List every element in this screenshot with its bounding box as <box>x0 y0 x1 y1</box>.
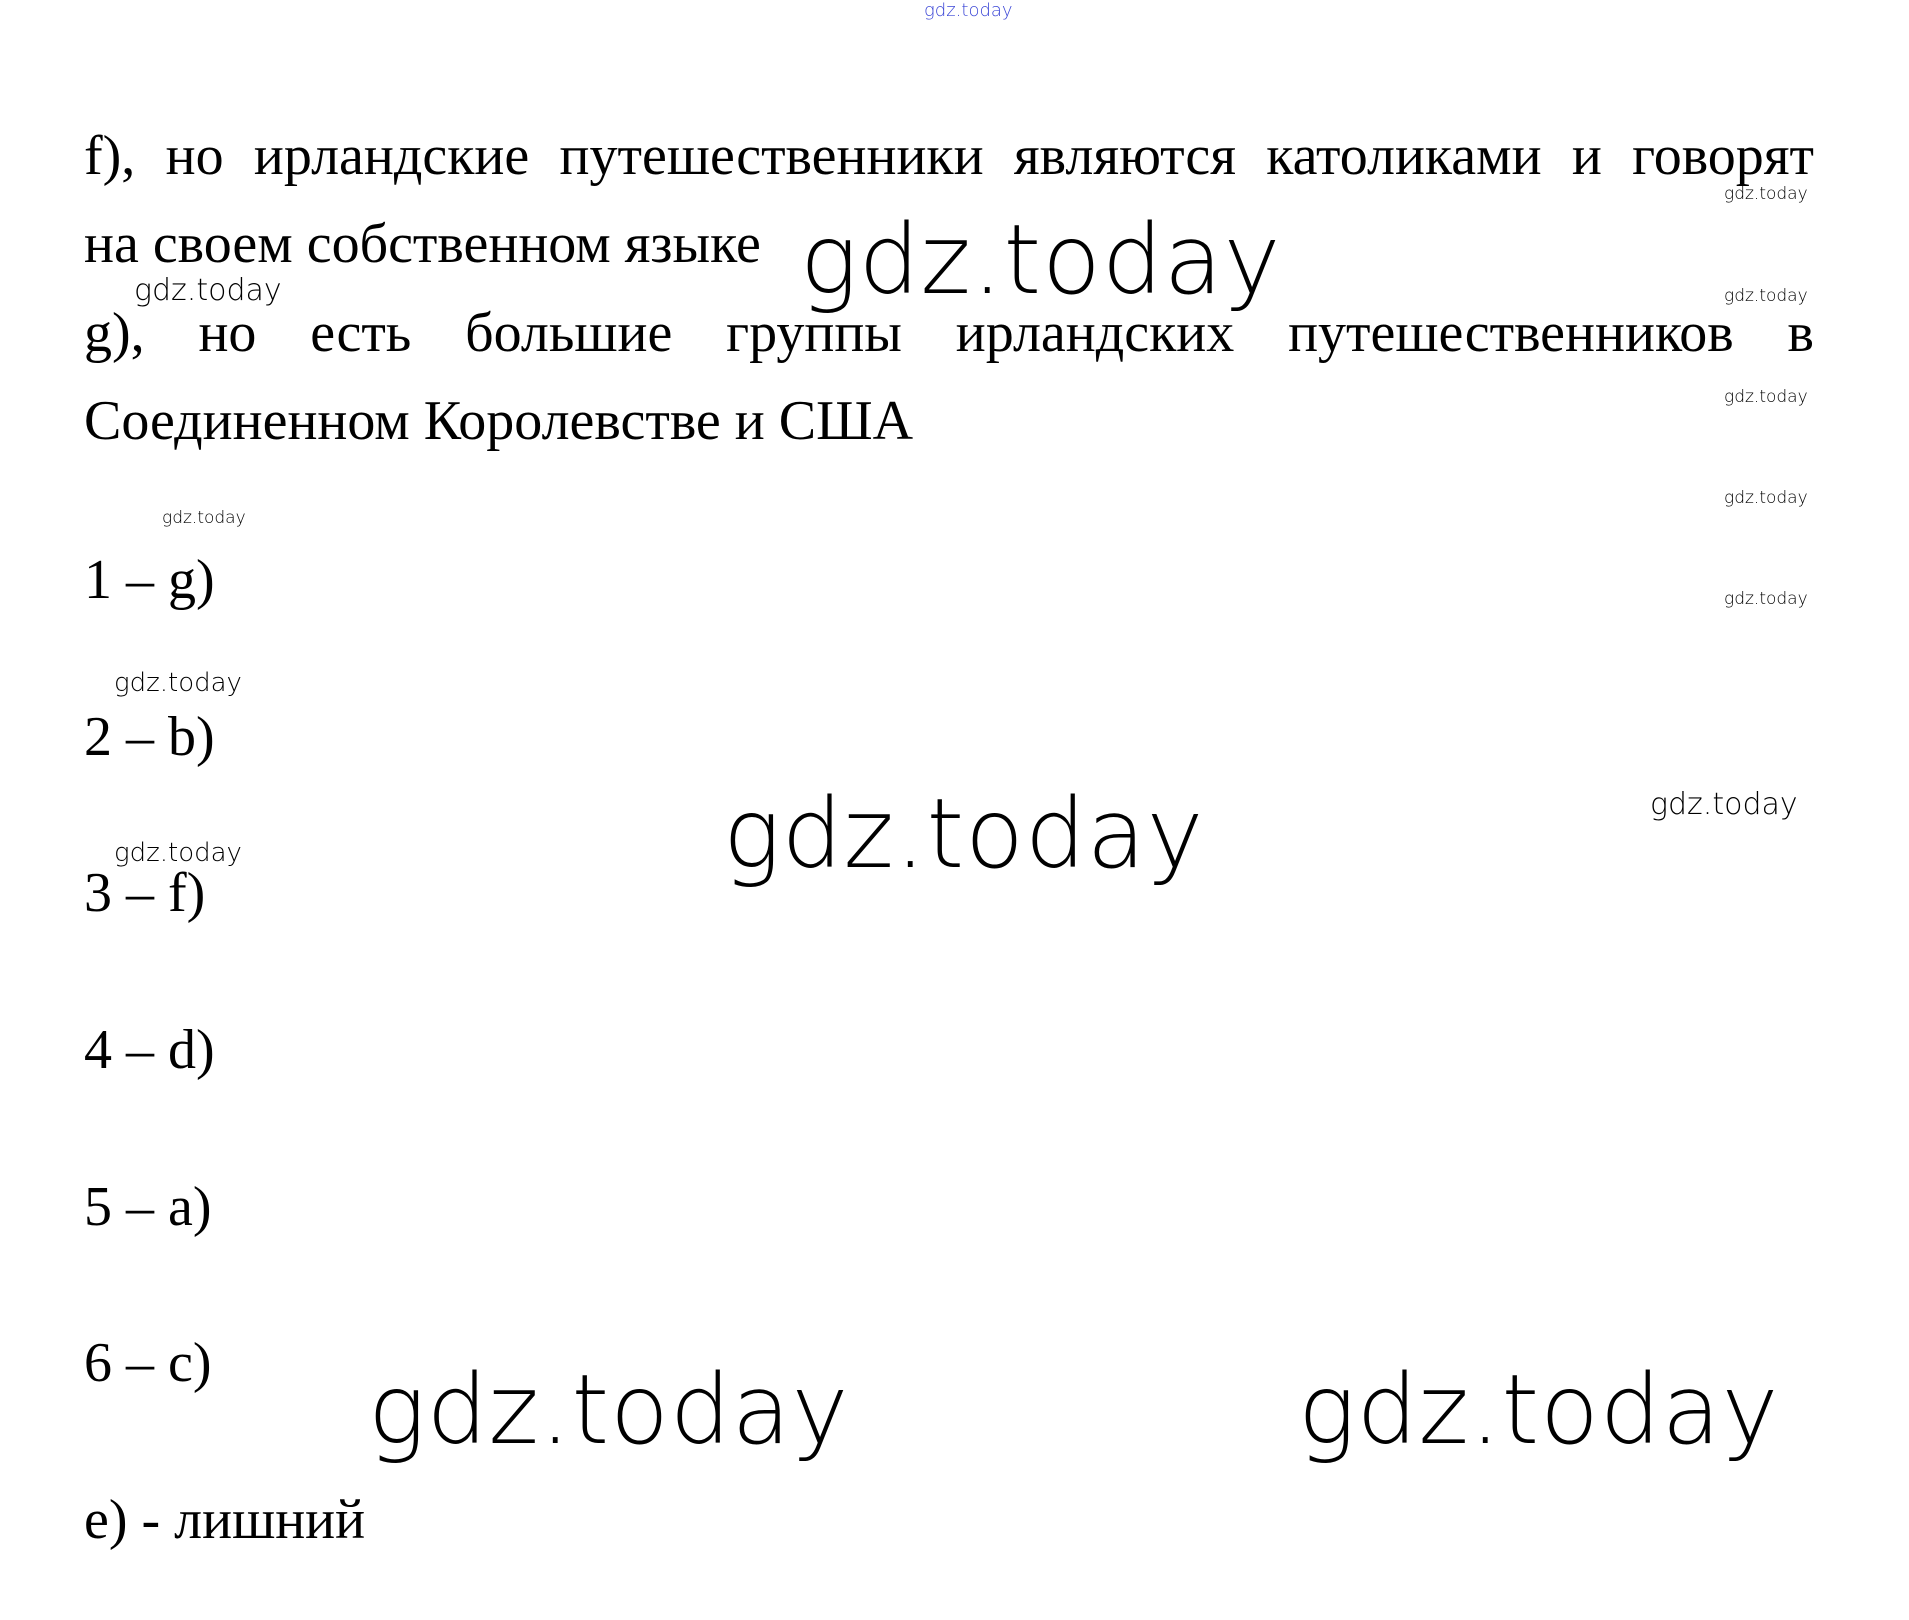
watermark: gdz.today <box>1650 787 1798 822</box>
answer-6: 6 – c) <box>84 1332 212 1394</box>
paragraph-f-line-2: на своем собственном языке <box>84 213 761 275</box>
paragraph-f-line-1: f), но ирландские путешественники являются католиками и говорят <box>84 125 1814 187</box>
watermark: gdz.today <box>723 778 1205 890</box>
watermark: gdz.today <box>1724 184 1808 204</box>
watermark: gdz.today <box>114 838 242 868</box>
answer-1: 1 – g) <box>84 549 215 611</box>
watermark: gdz.today <box>800 204 1282 316</box>
paragraph-g-line-2: Соединенном Королевстве и США <box>84 390 914 452</box>
watermark: gdz.today <box>1298 1354 1780 1466</box>
extra-answer: e) - лишний <box>84 1489 366 1551</box>
paragraph-g-line-1: g), но есть большие группы ирландских путешественников в <box>84 302 1814 364</box>
answer-2: 2 – b) <box>84 706 215 768</box>
watermark: gdz.today <box>1724 286 1808 306</box>
watermark: gdz.today <box>162 508 246 528</box>
watermark: gdz.today <box>924 0 1013 21</box>
answer-4: 4 – d) <box>84 1019 215 1081</box>
watermark: gdz.today <box>1724 488 1808 508</box>
watermark: gdz.today <box>1724 387 1808 407</box>
watermark: gdz.today <box>368 1354 850 1466</box>
watermark: gdz.today <box>1724 589 1808 609</box>
watermark: gdz.today <box>134 273 282 308</box>
answer-3: 3 – f) <box>84 862 206 924</box>
answer-5: 5 – a) <box>84 1176 212 1238</box>
watermark: gdz.today <box>114 668 242 698</box>
